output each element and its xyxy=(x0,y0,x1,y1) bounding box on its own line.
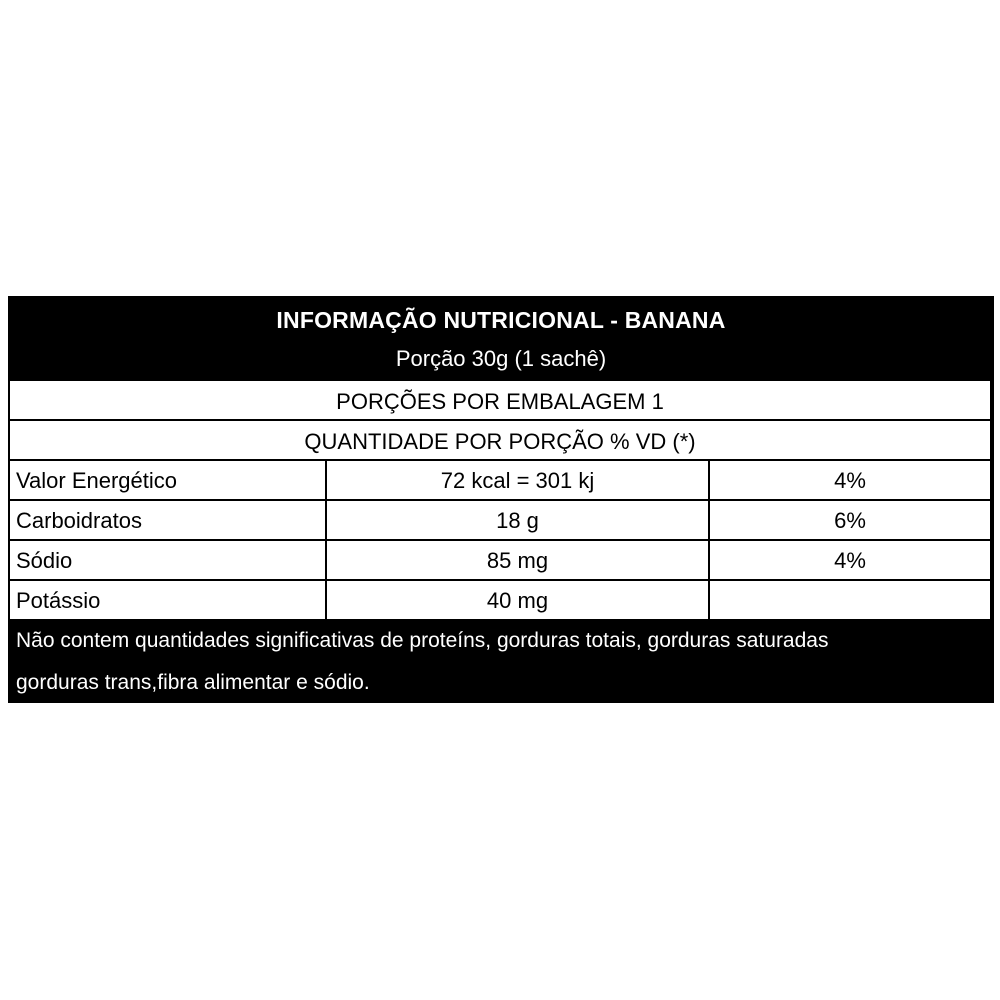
nutrient-cell xyxy=(10,501,325,539)
amount-cell xyxy=(327,461,708,499)
servings-per-package: PORÇÕES POR EMBALAGEM 1 xyxy=(336,389,664,414)
nutrient-cell xyxy=(10,461,325,499)
nutrient-amount: 18 g xyxy=(496,508,539,533)
table-row xyxy=(10,581,990,619)
table-header xyxy=(8,296,994,380)
daily-value-cell xyxy=(710,581,990,619)
nutrient-name: Valor Energético xyxy=(16,468,178,493)
nutrient-amount: 40 mg xyxy=(486,588,549,613)
amount-cell xyxy=(327,501,708,539)
daily-value: 4% xyxy=(834,548,866,573)
servings-per-package-row xyxy=(10,381,990,419)
daily-value: 4% xyxy=(834,468,866,493)
quantity-header-row xyxy=(10,421,990,459)
footnote-line: gorduras trans,fibra alimentar e sódio. xyxy=(16,671,370,694)
quantity-header: QUANTIDADE POR PORÇÃO % VD (*) xyxy=(304,429,696,454)
nutrient-amount: 72 kcal = 301 kj xyxy=(440,468,595,493)
nutrient-name: Carboidratos xyxy=(16,508,142,533)
nutrient-cell xyxy=(10,541,325,579)
portion-size: Porção 30g (1 sachê) xyxy=(395,346,607,371)
daily-value-cell xyxy=(710,501,990,539)
nutrient-cell xyxy=(10,581,325,619)
nutrient-name: Potássio xyxy=(16,588,101,613)
footnote xyxy=(8,620,994,704)
nutrient-amount: 85 mg xyxy=(486,548,549,573)
table-title: INFORMAÇÃO NUTRICIONAL - BANANA xyxy=(276,307,726,333)
table-row xyxy=(10,501,990,539)
nutrient-name: Sódio xyxy=(16,548,73,573)
daily-value-cell xyxy=(710,541,990,579)
table-row xyxy=(10,461,990,499)
table-row xyxy=(10,541,990,579)
daily-value: 6% xyxy=(834,508,866,533)
nutrition-facts-table xyxy=(8,296,994,703)
amount-cell xyxy=(327,581,708,619)
footnote-line: Não contem quantidades significativas de proteíns, gorduras totais, gorduras saturadas xyxy=(16,629,829,652)
daily-value-cell xyxy=(710,461,990,499)
amount-cell xyxy=(327,541,708,579)
